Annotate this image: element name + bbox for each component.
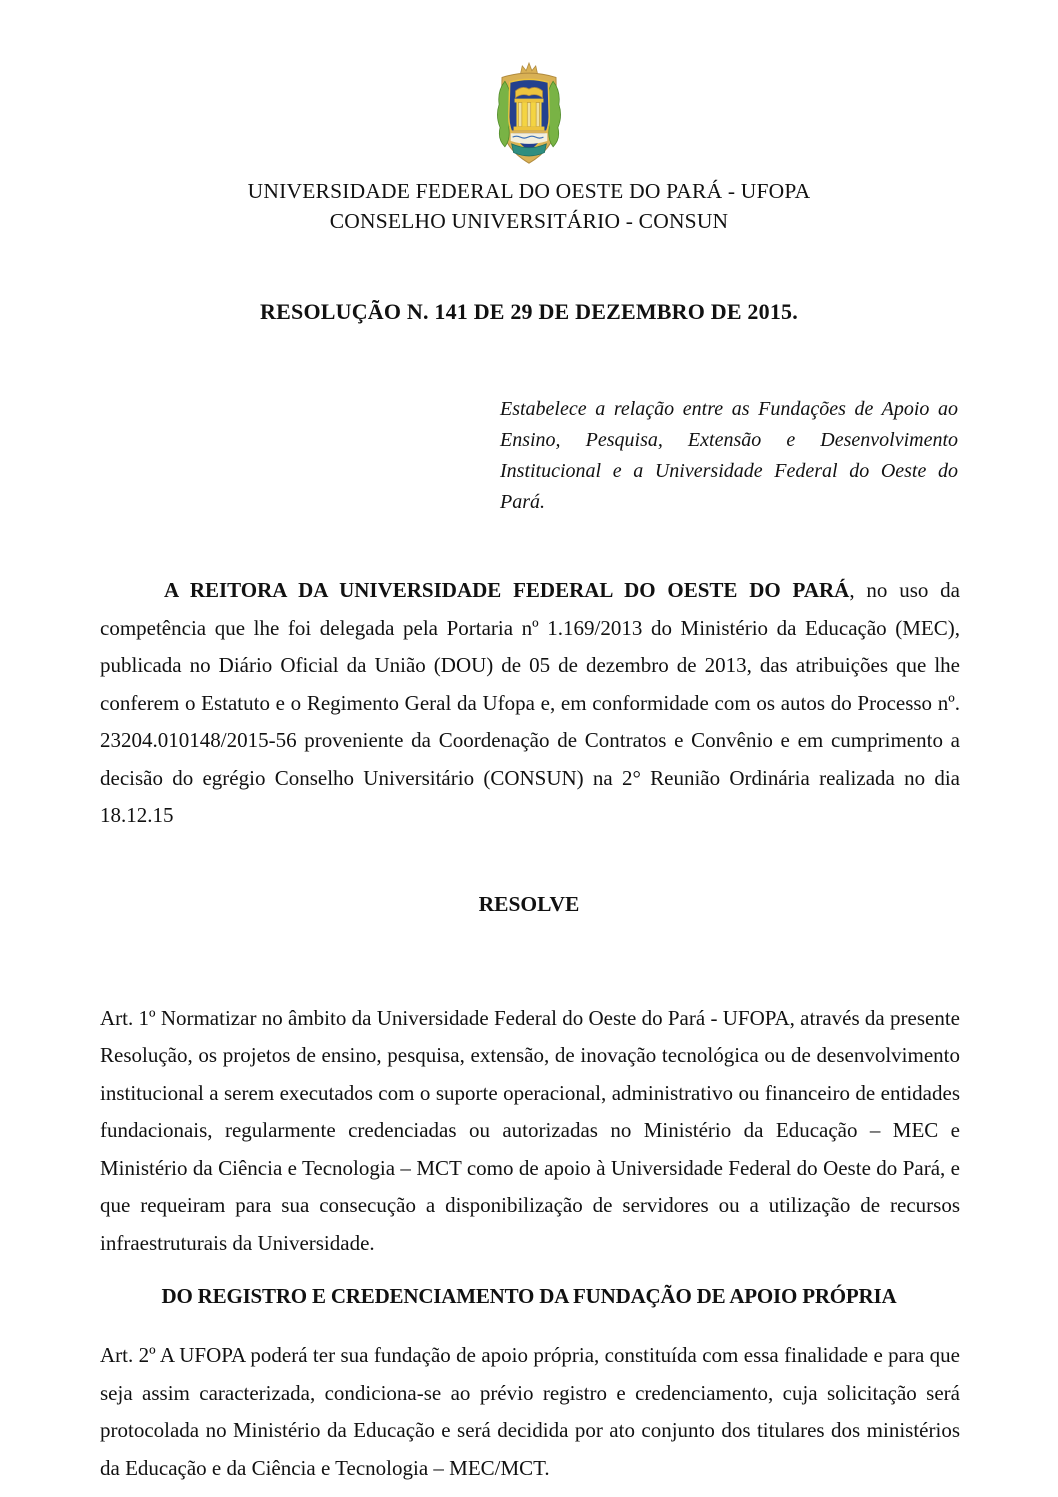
temple-base [514,127,545,131]
ufopa-crest [484,62,574,168]
epigraph-summary: Estabelece a relação entre as Fundações de Apoio ao Ensino, Pesquisa, Extensão e Desenvolvimento Institucional e a Universidade Federal do Oeste do Pará. [500,398,958,513]
article-1-paragraph: Art. 1º Normatizar no âmbito da Universidade Federal do Oeste do Pará - UFOPA, através da presente Resolução, os projetos de ensino, pesquisa, extensão, de inovação tecnológica ou de desenvolvimento institucional a serem executados com o suporte operacional, administrativo ou financeiro de entidades fundacionais, regularmente credenciadas ou autorizadas no Ministério da Educação – MEC e Ministério da Ciência e Tecnologia – MCT como de apoio à Universidade Federal do Oeste do Pará, e que requeiram para sua consecução a disponibilização de servidores ou a utilização de recursos infraestruturais da Universidade. [100,1005,960,1255]
preamble-rest: , no uso da competência que lhe foi delegada pela Portaria nº 1.169/2013 do Ministério da Educação (MEC), publicada no Diário Oficial da União (DOU) de 05 de dezembro de 2013, das atribuições que lhe conferem o Estatuto e o Regimento Geral da Ufopa e, em conformidade com os autos do Processo nº. 23204.010148/2015-56 proveniente da Coordenação de Contratos e Convênio e em cumprimento a decisão do egrégio Conselho Universitário (CONSUN) na 2° Reunião Ordinária realizada no dia 18.12.15 [100,578,961,827]
temple-step [512,130,547,133]
preamble-paragraph [100,572,960,835]
ufopa-crest-logo [484,62,574,168]
section-heading: DO REGISTRO E CREDENCIAMENTO DA FUNDAÇÃO DE APOIO PRÓPRIA [161,1284,897,1308]
temple-column [518,102,521,126]
preamble-lead: A REITORA DA UNIVERSIDADE FEDERAL DO OESTE DO PARÁ [164,578,850,602]
institution-name: UNIVERSIDADE FEDERAL DO OESTE DO PARÁ - UFOPA [247,179,811,203]
document-header [0,176,1058,236]
resolution-title: RESOLUÇÃO N. 141 DE 29 DE DEZEMBRO DE 2015. [260,299,798,324]
article-2-paragraph: Art. 2º A UFOPA poderá ter sua fundação de apoio própria, constituída com essa finalidade e para que seja assim caracterizada, condiciona-se ao prévio registro e credenciamento, cuja solicitação será protocolada no Ministério da Educação e será decidida por ato conjunto dos titulares dos ministérios da Educação e da Ciência e Tecnologia – MEC/MCT. [100,1343,960,1480]
council-name: CONSELHO UNIVERSITÁRIO - CONSUN [329,209,729,233]
resolve-heading: RESOLVE [478,891,580,916]
river-band [511,133,548,144]
temple-column [527,102,530,126]
temple-column [536,102,539,126]
temple-entablature [515,99,544,103]
